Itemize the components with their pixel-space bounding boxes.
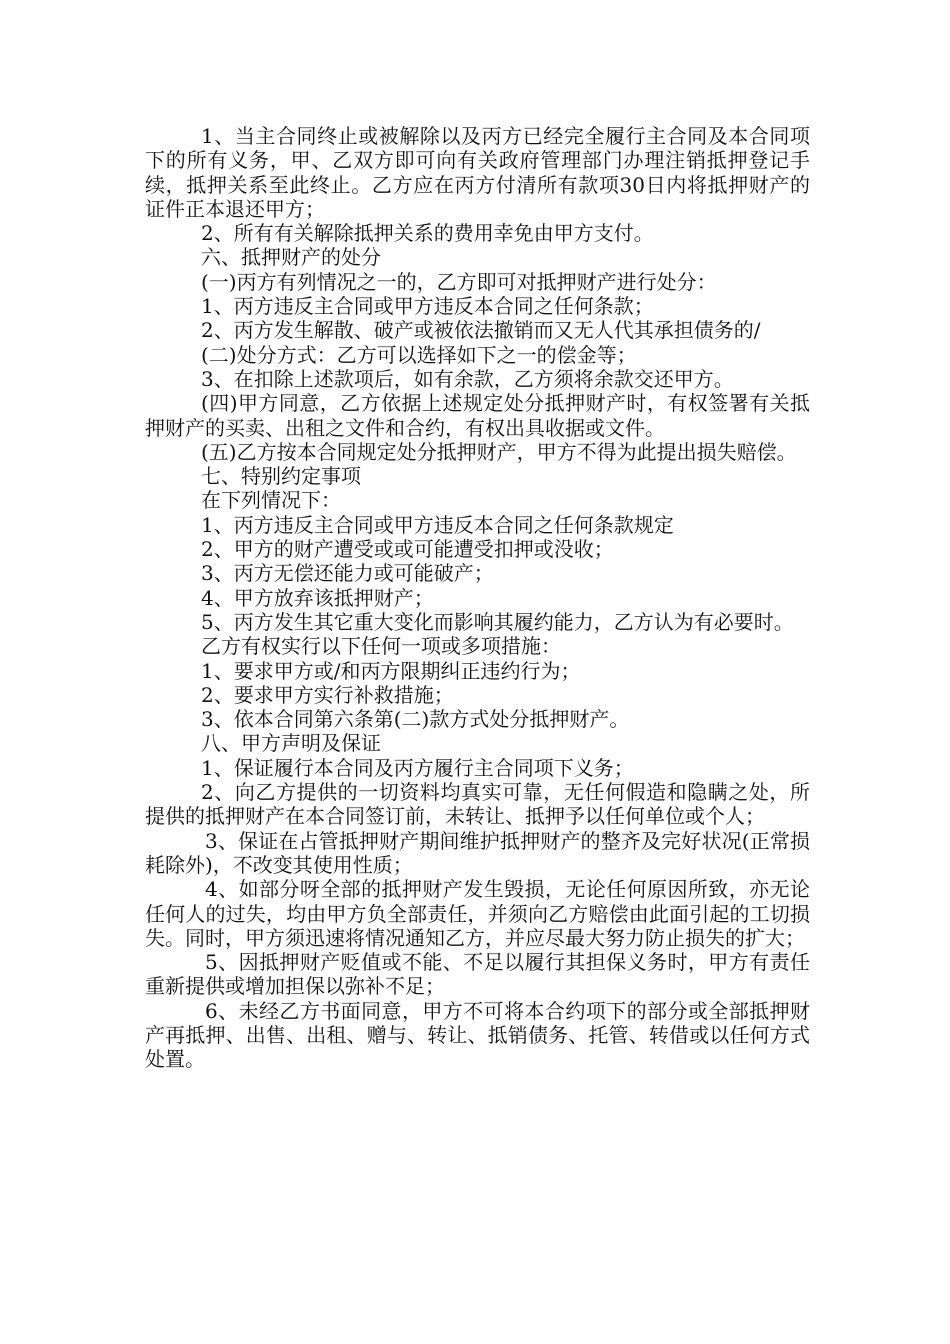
paragraph: (四)甲方同意，乙方依据上述规定处分抵押财产时，有权签署有关抵押财产的买卖、出租之文件和合约，有权出具收据或文件。 [145, 391, 810, 440]
paragraph: 2、所有有关解除抵押关系的费用幸免由甲方支付。 [201, 221, 654, 246]
paragraph: 3、丙方无偿还能力或可能破产； [201, 561, 494, 586]
paragraph: 6、未经乙方书面同意，甲方不可将本合约项下的部分或全部抵押财产再抵押、出售、出租、赠与、转让、抵销债务、托管、转借或以任何方式处置。 [145, 998, 810, 1072]
section-heading: 八、甲方声明及保证 [201, 731, 381, 756]
paragraph: (一)丙方有列情况之一的，乙方即可对抵押财产进行处分： [201, 269, 717, 294]
paragraph: 1、丙方违反主合同或甲方违反本合同之任何条款规定 [201, 512, 674, 537]
paragraph: 1、保证履行本合同及丙方履行主合同项下义务； [201, 755, 634, 780]
paragraph: 在下列情况下： [201, 488, 341, 513]
paragraph: 2、丙方发生解散、破产或被依法撤销而又无人代其承担债务的/ [201, 318, 761, 343]
document-body [145, 124, 810, 1072]
paragraph: 3、依本合同第六条第(二)款方式处分抵押财产。 [201, 707, 630, 732]
paragraph: 3、保证在占管抵押财产期间维护抵押财产的整齐及完好状况(正常损耗除外)，不改变其使用性质； [145, 828, 810, 877]
paragraph: 乙方有权实行以下任何一项或多项措施： [201, 634, 561, 659]
paragraph: 5、丙方发生其它重大变化而影响其履约能力，乙方认为有必要时。 [201, 609, 794, 634]
paragraph: 2、甲方的财产遭受或或可能遭受扣押或没收； [201, 537, 614, 562]
paragraph: 4、甲方放弃该抵押财产； [201, 585, 434, 610]
paragraph: 1、要求甲方或/和丙方限期纠正违约行为； [201, 658, 581, 683]
paragraph: 1、丙方违反主合同或甲方违反本合同之任何条款； [201, 294, 654, 319]
paragraph: (二)处分方式：乙方可以选择如下之一的偿金等； [201, 342, 637, 367]
paragraph: 2、向乙方提供的一切资料均真实可靠，无任何假造和隐瞒之处，所提供的抵押财产在本合同签订前，未转让、抵押予以任何单位或个人； [145, 780, 810, 829]
paragraph: 2、要求甲方实行补救措施； [201, 682, 454, 707]
paragraph: 3、在扣除上述款项后，如有余款，乙方须将余款交还甲方。 [201, 366, 734, 391]
paragraph: 1、当主合同终止或被解除以及丙方已经完全履行主合同及本合同项下的所有义务，甲、乙双方即可向有关政府管理部门办理注销抵押登记手续，抵押关系至此终止。乙方应在丙方付清所有款项30日内将抵押财产的证件正本退还甲方； [145, 124, 810, 221]
paragraph: 5、因抵押财产贬值或不能、不足以履行其担保义务时，甲方有责任重新提供或增加担保以弥补不足； [145, 950, 810, 999]
section-heading: 六、抵押财产的处分 [201, 245, 381, 270]
paragraph: (五)乙方按本合同规定处分抵押财产，甲方不得为此提出损失赔偿。 [201, 439, 797, 464]
section-heading: 七、特别约定事项 [201, 464, 361, 489]
paragraph: 4、如部分呀全部的抵押财产发生毁损，无论任何原因所致，亦无论任何人的过失，均由甲方负全部责任，并须向乙方赔偿由此面引起的工切损失。同时，甲方须迅速将情况通知乙方，并应尽最大努力防止损失的扩大； [145, 877, 810, 950]
